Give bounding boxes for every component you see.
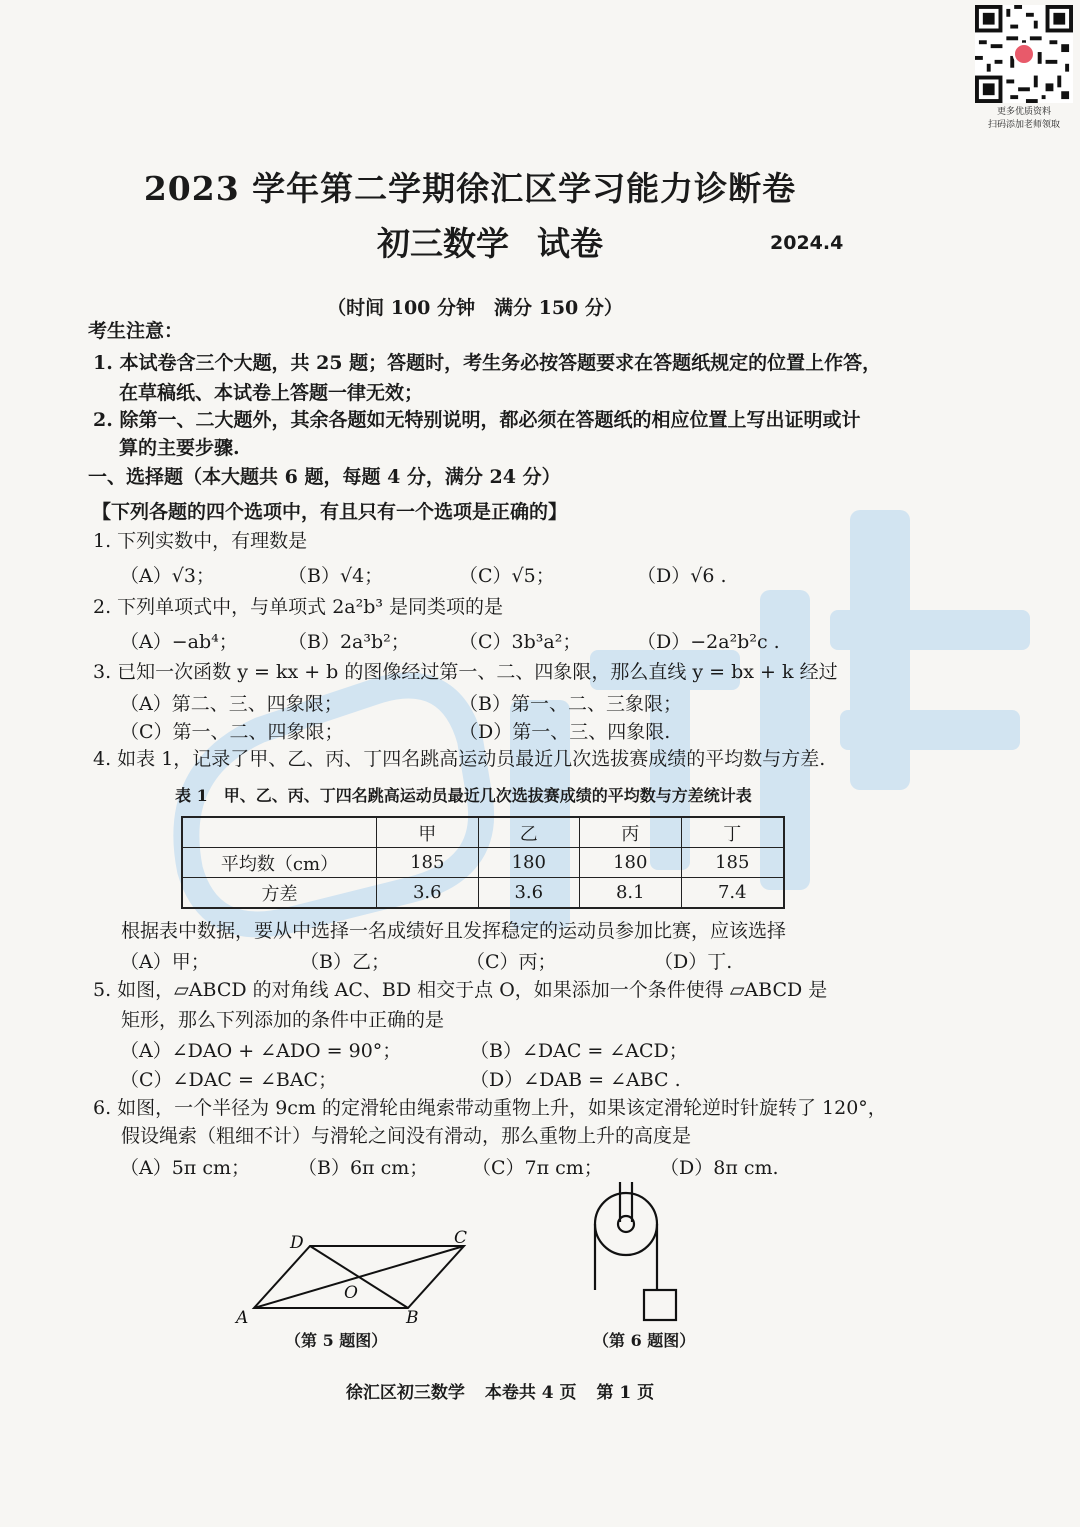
notice-item-2-cont: 算的主要步骤. [119,437,240,459]
question-6-option-c: （C）7π cm； [472,1157,603,1179]
table-row [182,878,784,909]
question-5-option-a: （A）∠DAO + ∠ADO = 90°； [120,1040,402,1062]
qr-caption: 更多优质资料 扫码添加老师领取 [987,107,1060,130]
footer-subject: 徐汇区初三数学 [345,1383,465,1403]
question-4-option-a: （A）甲； [120,951,210,973]
qr-code[interactable] [975,5,1073,103]
question-5-stem: 5. 如图，▱ABCD 的对角线 AC、BD 相交于点 O，如果添加一个条件使得 ▱ABCD 是 [93,979,828,1001]
table-header-cell: 丁 [681,817,784,848]
pulley-axle [618,1216,634,1232]
table-cell: 3.6 [478,878,580,909]
point-a-label: A [236,1308,249,1328]
question-1-option-b: （B）√4； [288,565,384,587]
question-5-option-d: （D）∠DAB = ∠ABC . [470,1069,681,1091]
question-3-option-c: （C）第一、二、四象限； [120,721,344,743]
question-1-option-c: （C）√5； [459,565,555,587]
figure-5-parallelogram [230,1230,490,1330]
point-b-label: B [406,1308,419,1328]
question-2-stem: 2. 下列单项式中，与单项式 2a²b³ 是同类项的是 [93,596,504,618]
question-4-option-b: （B）乙； [300,951,390,973]
section-instruction: 【下列各题的四个选项中，有且只有一个选项是正确的】 [92,501,568,523]
question-4-follow: 根据表中数据，要从中选择一名成绩好且发挥稳定的运动员参加比赛，应该选择 [121,920,787,942]
figure-6-caption: （第 6 题图） [593,1331,696,1350]
table-row [182,848,784,878]
table-cell: 3.6 [377,878,479,909]
table-cell: 185 [377,848,479,878]
page-footer [0,1378,1080,1403]
table-cell: 方差 [182,878,377,909]
notice-item-1-cont: 在草稿纸、本试卷上答题一律无效； [119,382,424,404]
question-5-option-b: （B）∠DAC = ∠ACD； [470,1040,688,1062]
question-1-option-a: （A）√3； [120,565,215,587]
table-header-cell: 甲 [377,817,479,848]
point-d-label: D [290,1233,304,1253]
subject-label: 初三数学 [377,224,509,263]
question-3-option-d: （D）第一、三、四象限. [459,721,671,743]
table-header-cell: 乙 [478,817,580,848]
question-1-stem: 1. 下列实数中，有理数是 [93,530,308,552]
table-cell: 平均数（cm） [182,848,377,878]
section-heading: 一、选择题（本大题共 6 题，每题 4 分，满分 24 分） [88,466,561,488]
notice-heading: 考生注意： [88,320,184,342]
diagonal-bd [310,1246,408,1308]
table-header-cell: 丙 [580,817,682,848]
question-2-option-d: （D）−2a²b²c . [637,631,780,653]
table-cell: 180 [478,848,580,878]
question-5-option-c: （C）∠DAC = ∠BAC； [120,1069,338,1091]
table-cell: 7.4 [681,878,784,909]
question-6-option-a: （A）5π cm； [120,1157,250,1179]
question-2-option-c: （C）3b³a²； [459,631,582,653]
point-o-label: O [344,1283,358,1303]
table-header-row [182,817,784,848]
paper-label: 试卷 [537,224,603,263]
figure-6-pulley [580,1180,690,1325]
point-c-label: C [454,1230,468,1248]
exam-date: 2024.4 [770,232,844,254]
exam-time-score: （时间 100 分钟 满分 150 分） [327,297,623,319]
weight-block [644,1290,676,1320]
question-4-stem: 4. 如表 1，记录了甲、乙、丙、丁四名跳高运动员最近几次选拔赛成绩的平均数与方差. [93,748,826,770]
question-3-stem: 3. 已知一次函数 y = kx + b 的图像经过第一、二、四象限，那么直线 y = bx + k 经过 [93,661,838,683]
question-1-option-d: （D）√6 . [637,565,727,587]
question-6-stem-cont: 假设绳索（粗细不计）与滑轮之间没有滑动，那么重物上升的高度是 [121,1125,692,1147]
question-2-option-a: （A）−ab⁴； [120,631,238,653]
exam-title: 2023 学年第二学期徐汇区学习能力诊断卷 [143,169,797,208]
table-header-cell [182,817,377,848]
question-5-stem-cont: 矩形，那么下列添加的条件中正确的是 [121,1009,445,1031]
question-6-stem: 6. 如图，一个半径为 9cm 的定滑轮由绳索带动重物上升，如果该定滑轮逆时针旋转了 120°， [93,1097,887,1119]
footer-total-pages: 本卷共 4 页 [484,1383,577,1403]
notice-item-2: 2. 除第一、二大题外，其余各题如无特别说明，都必须在答题纸的相应位置上写出证明或计 [93,409,861,431]
question-3-option-a: （A）第二、三、四象限； [120,693,343,715]
question-6-option-d: （D）8π cm. [660,1157,779,1179]
table-cell: 185 [681,848,784,878]
table-cell: 8.1 [580,878,682,909]
table-cell: 180 [580,848,682,878]
notice-item-1: 1. 本试卷含三个大题，共 25 题；答题时，考生务必按答题要求在答题纸规定的位置上作答， [93,352,882,374]
figure-5-caption: （第 5 题图） [285,1331,388,1350]
pulley-wheel [595,1193,657,1255]
question-4-option-c: （C）丙； [466,951,557,973]
question-2-option-b: （B）2a³b²； [288,631,410,653]
question-4-option-d: （D）丁. [654,951,733,973]
question-3-option-b: （B）第一、二、三象限； [459,693,682,715]
footer-page-number: 第 1 页 [596,1383,655,1403]
question-6-option-b: （B）6π cm； [298,1157,429,1179]
stats-table [181,816,785,909]
table-caption: 表 1 甲、乙、丙、丁四名跳高运动员最近几次选拔赛成绩的平均数与方差统计表 [175,786,752,805]
exam-subtitle [0,218,1080,265]
